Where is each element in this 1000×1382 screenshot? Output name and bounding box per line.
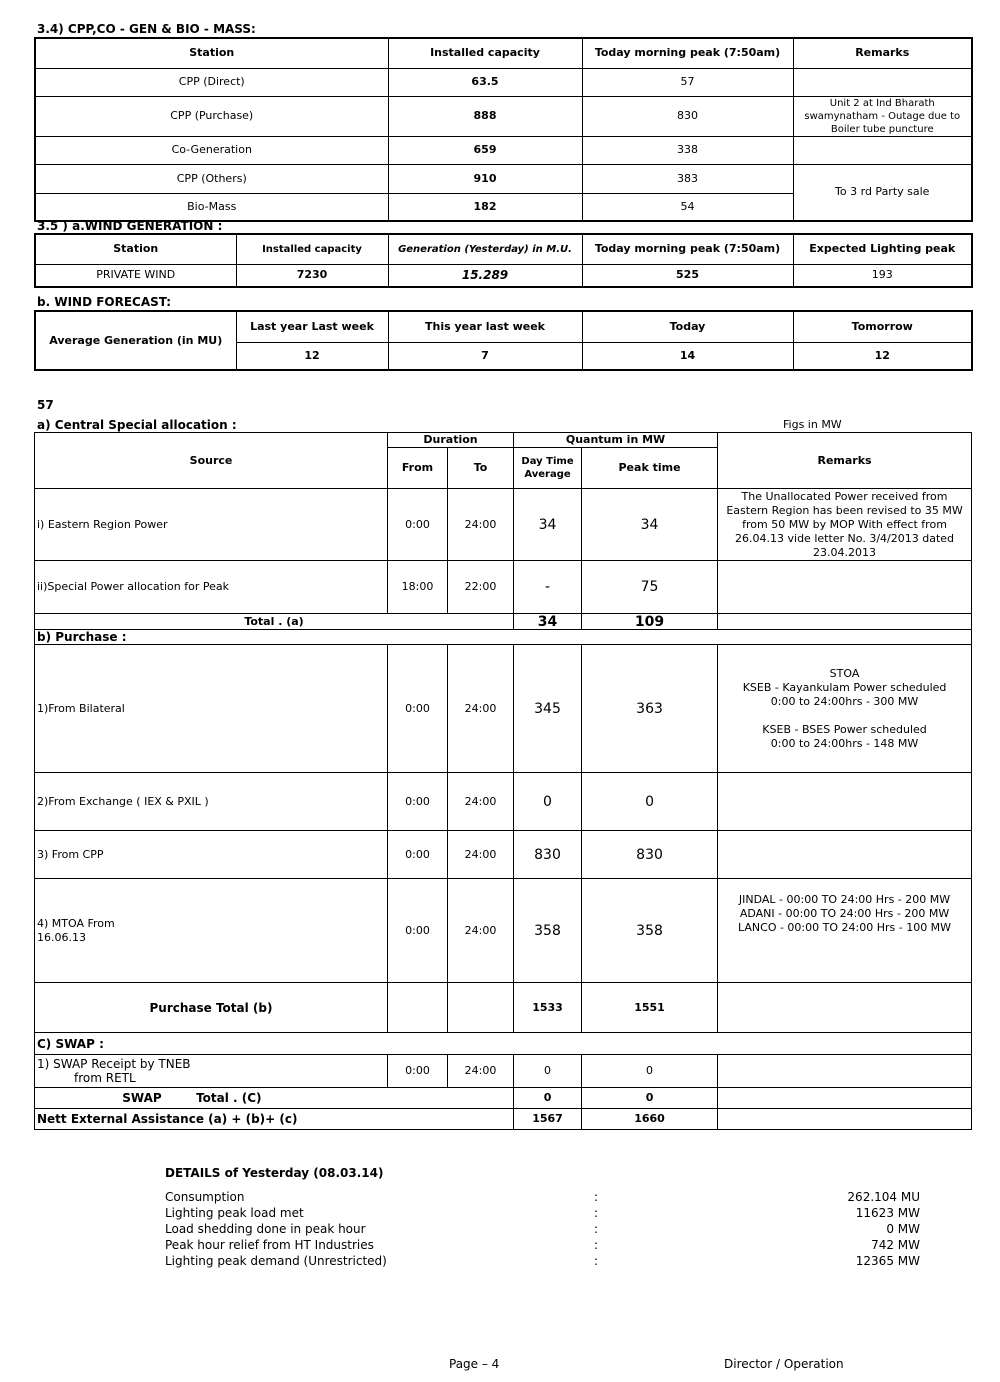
from-cell: 18:00	[388, 561, 448, 614]
table-row	[35, 561, 972, 614]
swap-total-label-b: Total . (C)	[196, 1091, 262, 1105]
detail-colon: :	[594, 1190, 599, 1204]
from-cell: 0:00	[388, 645, 448, 773]
header-quantum: Quantum in MW	[514, 433, 718, 448]
section-title-swap: C) SWAP :	[35, 1033, 972, 1055]
purchase-total-peak: 1551	[582, 983, 718, 1033]
day-cell: 34	[514, 489, 582, 561]
header-tomorrow: Tomorrow	[793, 311, 972, 342]
forecast-value: 12	[236, 342, 388, 370]
header-remarks: Remarks	[793, 38, 972, 68]
header-installed-capacity: Installed capacity	[388, 38, 582, 68]
peak-cell: 358	[582, 879, 718, 983]
detail-label: Load shedding done in peak hour	[165, 1222, 366, 1236]
header-source: Source	[35, 433, 388, 489]
nett-peak: 1660	[582, 1109, 718, 1130]
detail-label: Lighting peak demand (Unrestricted)	[165, 1254, 387, 1268]
remarks-line	[720, 709, 969, 723]
detail-colon: :	[594, 1206, 599, 1220]
remarks-cell	[793, 136, 972, 164]
day-cell: -	[514, 561, 582, 614]
nett-day: 1567	[514, 1109, 582, 1130]
swap-source-line2: from RETL	[74, 1071, 136, 1085]
remarks-line: ADANI - 00:00 TO 24:00 Hrs - 200 MW	[739, 907, 950, 920]
remarks-cell	[718, 879, 972, 983]
peak-cell: 0	[582, 1055, 718, 1088]
header-day-time-average: Day Time Average	[514, 448, 582, 489]
detail-colon: :	[594, 1238, 599, 1252]
wind-table	[34, 233, 973, 288]
detail-colon: :	[594, 1222, 599, 1236]
detail-colon: :	[594, 1254, 599, 1268]
swap-total-peak: 0	[582, 1088, 718, 1109]
table-row	[35, 773, 972, 831]
remarks-line: JINDAL - 00:00 TO 24:00 Hrs - 200 MW	[738, 893, 951, 906]
day-cell: 0	[514, 773, 582, 831]
to-cell: 24:00	[448, 645, 514, 773]
to-cell: 24:00	[448, 879, 514, 983]
station-cell: Co-Generation	[35, 136, 388, 164]
expected-cell: 193	[793, 264, 972, 287]
nett-row	[35, 1109, 972, 1130]
peak-cell: 57	[582, 68, 793, 96]
swap-source-line1: 1) SWAP Receipt by TNEB	[37, 1057, 191, 1071]
table-row	[35, 831, 972, 879]
station-cell: CPP (Direct)	[35, 68, 388, 96]
table-row	[35, 645, 972, 773]
remarks-cell	[793, 68, 972, 96]
from-cell: 0:00	[388, 831, 448, 879]
station-cell: PRIVATE WIND	[35, 264, 236, 287]
figs-note: Figs in MW	[783, 418, 842, 431]
peak-cell: 525	[582, 264, 793, 287]
to-cell: 24:00	[448, 489, 514, 561]
detail-label: Lighting peak load met	[165, 1206, 304, 1220]
section-title-forecast: b. WIND FORECAST:	[37, 295, 172, 309]
source-cell: ii)Special Power allocation for Peak	[35, 561, 388, 614]
source-cell: 2)From Exchange ( IEX & PXIL )	[35, 773, 388, 831]
peak-cell: 34	[582, 489, 718, 561]
station-cell: Bio-Mass	[35, 193, 388, 221]
capacity-cell: 182	[388, 193, 582, 221]
total-row	[35, 983, 972, 1033]
total-a-day: 34	[514, 614, 582, 630]
header-today-morning-peak: Today morning peak (7:50am)	[582, 234, 793, 264]
details-title: DETAILS of Yesterday (08.03.14)	[165, 1166, 384, 1180]
capacity-cell: 910	[388, 164, 582, 193]
total-a-peak: 109	[582, 614, 718, 630]
day-cell: 830	[514, 831, 582, 879]
remarks-line: 0:00 to 24:00hrs - 300 MW	[770, 694, 919, 708]
remarks-line: STOA	[829, 666, 860, 680]
detail-value: 11623 MW	[855, 1206, 920, 1220]
remarks-cell	[718, 645, 972, 773]
station-cell: CPP (Purchase)	[35, 96, 388, 136]
detail-label: Peak hour relief from HT Industries	[165, 1238, 374, 1252]
page-number: Page – 4	[449, 1357, 500, 1371]
from-cell: 0:00	[388, 773, 448, 831]
forecast-table	[34, 310, 973, 371]
section-title-central: a) Central Special allocation :	[37, 418, 237, 432]
detail-value: 12365 MW	[855, 1254, 920, 1268]
forecast-value: 7	[388, 342, 582, 370]
header-remarks: Remarks	[718, 433, 972, 489]
from-cell: 0:00	[388, 879, 448, 983]
to-cell: 24:00	[448, 773, 514, 831]
day-cell: 345	[514, 645, 582, 773]
header-today: Today	[582, 311, 793, 342]
day-cell: 0	[514, 1055, 582, 1088]
detail-value: 742 MW	[871, 1238, 920, 1252]
remarks-line: KSEB - Kayankulam Power scheduled	[742, 680, 947, 694]
capacity-cell: 7230	[236, 264, 388, 287]
peak-cell: 0	[582, 773, 718, 831]
table-row	[35, 96, 972, 136]
section-title-purchase: b) Purchase :	[35, 630, 972, 645]
to-cell: 24:00	[448, 1055, 514, 1088]
table-row	[35, 68, 972, 96]
table-row	[35, 1055, 972, 1088]
remarks-line: LANCO - 00:00 TO 24:00 Hrs - 100 MW	[738, 921, 952, 934]
header-duration: Duration	[388, 433, 514, 448]
peak-cell: 75	[582, 561, 718, 614]
to-cell: 22:00	[448, 561, 514, 614]
total-a-label: Total . (a)	[35, 614, 514, 630]
header-today-morning-peak: Today morning peak (7:50am)	[582, 38, 793, 68]
detail-value: 0 MW	[886, 1222, 920, 1236]
source-cell: i) Eastern Region Power	[35, 489, 388, 561]
swap-total-label	[35, 1088, 514, 1109]
capacity-cell: 63.5	[388, 68, 582, 96]
nett-label: Nett External Assistance (a) + (b)+ (c)	[35, 1109, 514, 1130]
header-to: To	[448, 448, 514, 489]
remarks-cell	[718, 561, 972, 614]
header-generation-yesterday: Generation (Yesterday) in M.U.	[388, 234, 582, 264]
section-number: 57	[37, 398, 54, 412]
remarks-cell: The Unallocated Power received from Eastern Region has been revised to 35 MW from 50 MW by MOP With effect from 26.04.13 vide letter No. 3/4/2013 dated 23.04.2013	[718, 489, 972, 561]
detail-label: Consumption	[165, 1190, 245, 1204]
total-row	[35, 614, 972, 630]
source-cell	[35, 1055, 388, 1088]
capacity-cell: 659	[388, 136, 582, 164]
from-cell: 0:00	[388, 489, 448, 561]
purchase-total-label: Purchase Total (b)	[35, 983, 388, 1033]
table-row	[35, 164, 972, 193]
table-row	[35, 489, 972, 561]
allocation-table	[34, 432, 972, 1130]
table-row	[35, 264, 972, 287]
peak-cell: 54	[582, 193, 793, 221]
day-cell: 358	[514, 879, 582, 983]
header-this-year-last-week: This year last week	[388, 311, 582, 342]
remarks-cell: Unit 2 at Ind Bharath swamynatham - Outage due to Boiler tube puncture	[793, 96, 972, 136]
forecast-value: 12	[793, 342, 972, 370]
purchase-total-day: 1533	[514, 983, 582, 1033]
section-title-cpp: 3.4) CPP,CO - GEN & BIO - MASS:	[37, 22, 256, 36]
swap-total-label-a: SWAP	[122, 1091, 162, 1105]
header-peak-time: Peak time	[582, 448, 718, 489]
remarks-line: KSEB - BSES Power scheduled	[762, 722, 927, 736]
forecast-value: 14	[582, 342, 793, 370]
total-row	[35, 1088, 972, 1109]
remarks-line: 0:00 to 24:00hrs - 148 MW	[770, 736, 919, 750]
table-row	[35, 136, 972, 164]
forecast-row-label: Average Generation (in MU)	[35, 311, 236, 370]
peak-cell: 383	[582, 164, 793, 193]
source-cell: 3) From CPP	[35, 831, 388, 879]
capacity-cell: 888	[388, 96, 582, 136]
header-station: Station	[35, 38, 388, 68]
header-last-year-last-week: Last year Last week	[236, 311, 388, 342]
peak-cell: 338	[582, 136, 793, 164]
table-row	[35, 879, 972, 983]
to-cell: 24:00	[448, 831, 514, 879]
source-cell: 1)From Bilateral	[35, 645, 388, 773]
header-station: Station	[35, 234, 236, 264]
peak-cell: 830	[582, 831, 718, 879]
remarks-cell: To 3 rd Party sale	[793, 164, 972, 221]
source-cell: 4) MTOA From 16.06.13	[35, 879, 388, 983]
signatory: Director / Operation	[724, 1357, 844, 1371]
peak-cell: 363	[582, 645, 718, 773]
section-title-wind: 3.5 ) a.WIND GENERATION :	[37, 219, 223, 233]
station-cell: CPP (Others)	[35, 164, 388, 193]
header-expected-lighting-peak: Expected Lighting peak	[793, 234, 972, 264]
peak-cell: 830	[582, 96, 793, 136]
header-installed-capacity: Installed capacity	[236, 234, 388, 264]
detail-value: 262.104 MU	[847, 1190, 920, 1204]
generation-cell: 15.289	[388, 264, 582, 287]
swap-total-day: 0	[514, 1088, 582, 1109]
from-cell: 0:00	[388, 1055, 448, 1088]
header-from: From	[388, 448, 448, 489]
cpp-table	[34, 37, 973, 222]
